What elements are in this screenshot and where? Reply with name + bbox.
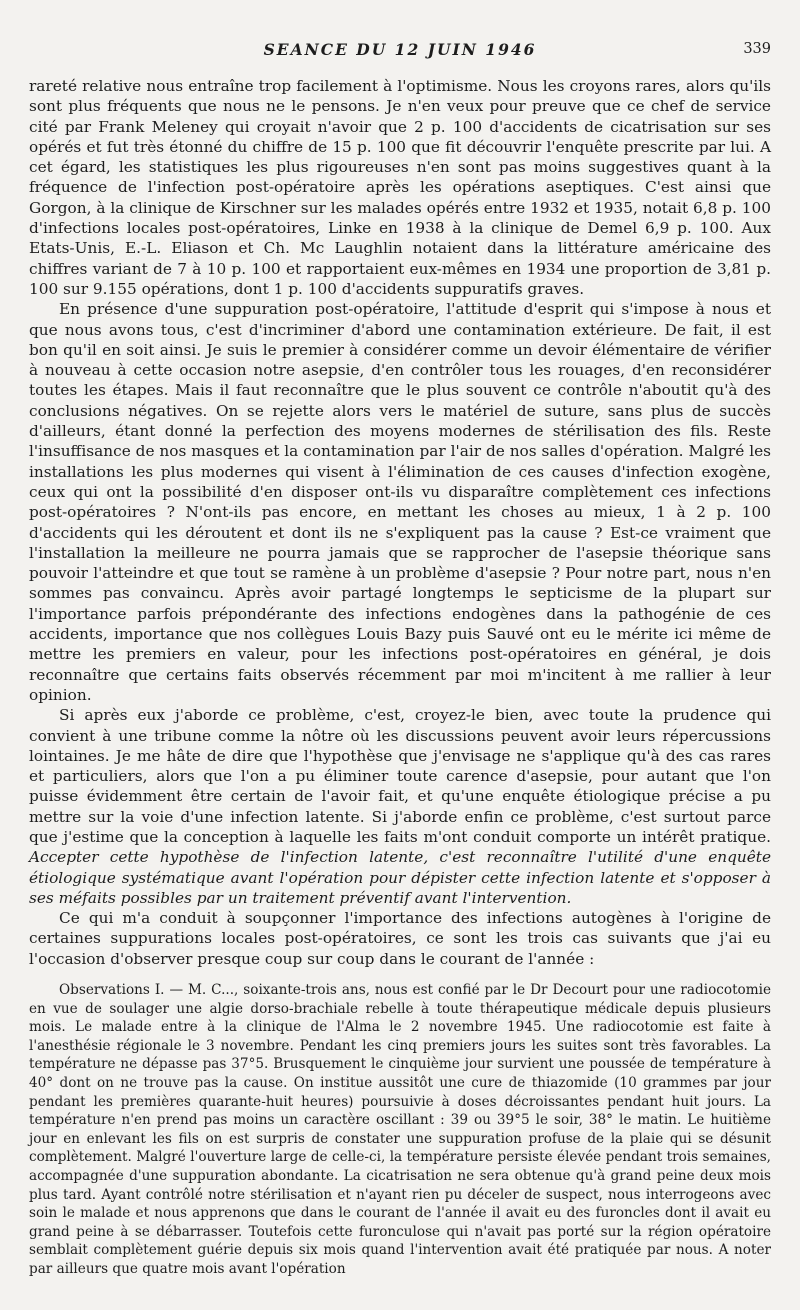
paragraph-1: rareté relative nous entraîne trop facilement à l'optimisme. Nous les croyons rares, alors qu'ils sont plus fréquents que nous ne le pensons. Je n'en veux pour preuve que ce chef de service cité par Frank Meleney qui croyait n'avoir que 2 p. 100 d'accidents de cicatrisation sur ses opérés et fut très étonné du chiffre de 15 p. 100 que fit découvrir l'enquête prescrite par lui. A cet égard, les statistiques les plus rigoureuses n'en sont pas moins suggestives quant à la fréquence de l'infection post-opératoire après les opérations aseptiques. C'est ainsi que Gorgon, à la clinique de Kirschner sur les malades opérés entre 1932 et 1935, notait 6,8 p. 100 d'infections locales post-opératoires, Linke en 1938 à la clinique de Demel 6,9 p. 100. Aux Etats-Unis, E.-L. Eliason et Ch. Mc Laughlin notaient dans la littérature américaine des chiffres variant de 7 à 10 p. 100 et rapportaient eux-mêmes en 1934 une proportion de 3,81 p. 100 sur 9.155 opérations, dont 1 p. 100 d'accidents suppuratifs graves. [29,77,771,298]
paragraph-4: Ce qui m'a conduit à soupçonner l'importance des infections autogènes à l'origine de certaines suppurations locales post-opératoires, ce sont les trois cas suivants que j'ai eu l'occasion d'observer presque coup sur coup dans le courant de l'année : [29,909,771,968]
page-number: 339 [743,41,771,57]
paragraph-3 [29,705,771,908]
paragraph-3-italic: Accepter cette hypothèse de l'infection latente, c'est reconnaître l'utilité d'une enquête étiologique systématique avant l'opération pour dépister cette infection latente et s'opposer à ses méfaits possibles par un traitement préventif avant l'intervention. [29,848,771,907]
running-title: SEANCE DU 12 JUIN 1946 [263,40,537,59]
body-text [29,76,771,1279]
paragraph-2: En présence d'une suppuration post-opératoire, l'attitude d'esprit qui s'impose à nous et que nous avons tous, c'est d'incriminer d'abord une contamination extérieure. De fait, il est bon qu'il en soit ainsi. Je suis le premier à considérer comme un devoir élémentaire de vérifier à nouveau à cette occasion notre asepsie, d'en contrôler tous les rouages, d'en reconsidérer toutes les étapes. Mais il faut reconnaître que le plus souvent ce contrôle n'aboutit qu'à des conclusions négatives. On se rejette alors vers le matériel de suture, sans plus de succès d'ailleurs, étant donné la perfection des moyens modernes de stérilisation des fils. Reste l'insuffisance de nos masques et la contamination par l'air de nos salles d'opération. Malgré les installations les plus modernes qui visent à l'élimination de ces causes d'infection exogène, ceux qui ont la possibilité d'en disposer ont-ils vu disparaître complètement ces infections post-opératoires ? N'ont-ils pas encore, en mettant les choses au mieux, 1 à 2 p. 100 d'accidents qui les déroutent et dont ils ne s'expliquent pas la cause ? Est-ce vraiment que l'installation la meilleure ne pourra jamais que se rapprocher de l'asepsie théorique sans pouvoir l'atteindre et que tout se ramène à un problème d'asepsie ? Pour notre part, nous n'en sommes pas convaincu. Après avoir partagé longtemps le septicisme de la plupart sur l'importance parfois prépondérante des infections endogènes dans la pathogénie de ces accidents, importance que nos collègues Louis Bazy puis Sauvé ont eu le mérite ici même de mettre les premiers en valeur, pour les infections post-opératoires en général, je dois reconnaître que certains faits observés récemment par moi m'incitent à me rallier à leur opinion. [29,300,771,704]
observation-1: Observations I. — M. C..., soixante-trois ans, nous est confié par le Dr Decourt pour une radiocotomie en vue de soulager une algie dorso-brachiale rebelle à toute thérapeutique médicale depuis plusieurs mois. Le malade entre à la clinique de l'Alma le 2 novembre 1945. Une radiocotomie est faite à l'anesthésie régionale le 3 novembre. Pendant les cinq premiers jours les suites sont très favorables. La température ne dépasse pas 37°5. Brusquement le cinquième jour survient une poussée de température à 40° dont on ne trouve pas la cause. On institue aussitôt une cure de thiazomide (10 grammes par jour pendant les premières quarante-huit heures) poursuivie à doses décroissantes pendant huit jours. La température n'en prend pas moins un caractère oscillant : 39 ou 39°5 le soir, 38° le matin. Le huitième jour en enlevant les fils on est surpris de constater une suppuration profuse de la plaie qui se désunit complètement. Malgré l'ouverture large de celle-ci, la température persiste élevée pendant trois semaines, accompagnée d'une suppuration abondante. La cicatrisation ne sera obtenue qu'à grand peine deux mois plus tard. Ayant contrôlé notre stérilisation et n'ayant rien pu déceler de suspect, nous interrogeons avec soin le malade et nous apprenons que dans le courant de l'année il avait eu des furoncles dont il avait eu grand peine à se débarrasser. Toutefois cette furonculose qui n'avait pas porté sur la région opératoire semblait complètement guérie depuis six mois quand l'intervention avait été pratiquée par nous. A noter par ailleurs que quatre mois avant l'opération [29,982,771,1277]
paragraph-3-text: Si après eux j'aborde ce problème, c'est, croyez-le bien, avec toute la prudence qui convient à une tribune comme la nôtre où les discussions peuvent avoir leurs répercussions lointaines. Je me hâte de dire que l'hypothèse que j'envisage ne s'applique qu'à des cas rares et particuliers, alors que l'on a pu éliminer toute carence d'asepsie, pour autant que l'on puisse évidemment être certain de l'avoir fait, et qu'une enquête étiologique précise a pu mettre sur la voie d'une infection latente. Si j'aborde enfin ce problème, c'est surtout parce que j'estime que la conception à laquelle les faits m'ont conduit comporte un intérêt pratique. [29,706,771,846]
page-header [29,40,771,62]
